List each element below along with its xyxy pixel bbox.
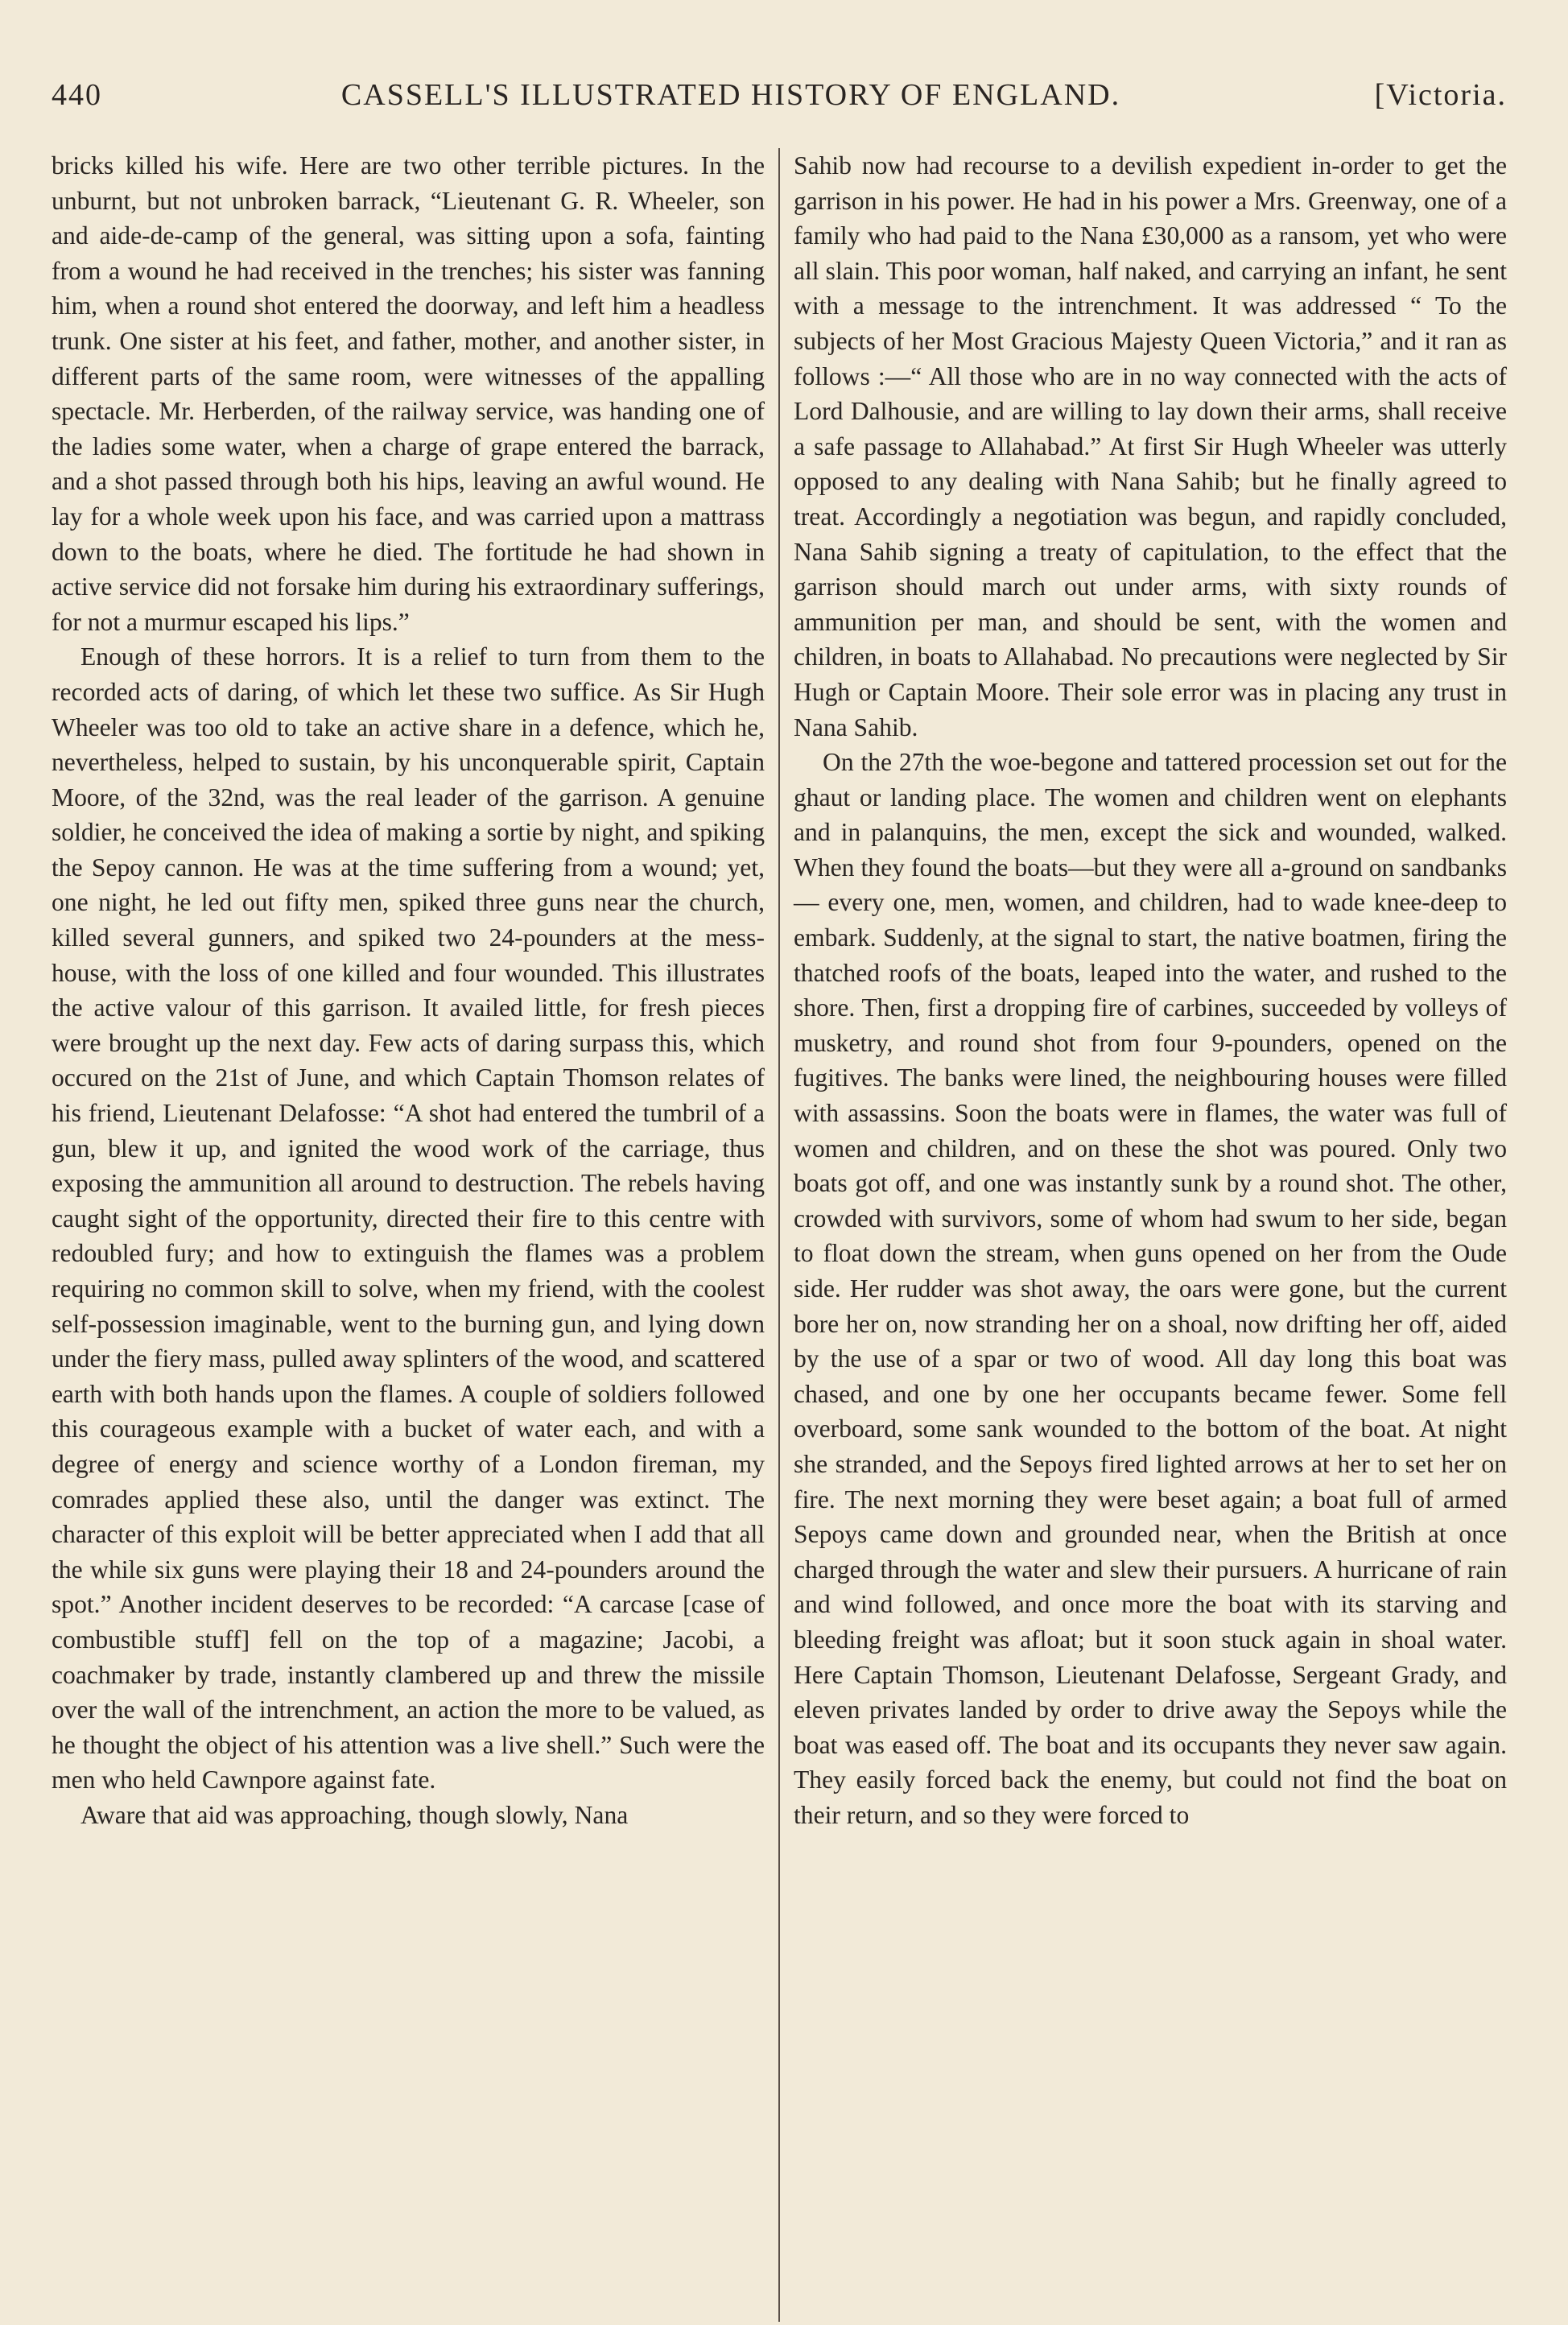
- section-label: [Victoria.: [1374, 78, 1507, 112]
- column-divider: [778, 148, 780, 2322]
- paragraph: Aware that aid was approaching, though slowly, Nana: [80, 1800, 629, 1829]
- paragraph: Enough of these horrors. It is a relief to turn from them to the recorded acts of daring, of which let these two suffice. As Sir Hugh Wheeler was too old to take an active share in a defence, which he, nevertheless, helped to sustain, by his unconquerable spirit, Captain Moore, of the 32nd, was the real leader of the garrison. A genuine soldier, he conceived the idea of making a sortie by night, and spiking the Sepoy cannon. He was at the time suffering from a wound; yet, one night, he led out fifty men, spiked three guns near the church, killed several gunners, and spiked two 24-pounders at the mess-house, with the loss of one killed and four wounded. This illustrates the active valour of this garrison. It availed little, for fresh pieces were brought up the next day. Few acts of daring surpass this, which occured on the 21st of June, and which Captain Thomson relates of his friend, Lieutenant Delafosse: “A shot had entered the tumbril of a gun, blew it up, and ignited the wood work of the carriage, thus exposing the ammunition all around to destruction. The rebels having caught sight of the opportunity, directed their fire to this centre with redoubled fury; and how to extinguish the flames was a problem requiring no common skill to solve, when my friend, with the coolest self-possession imaginable, went to the burning gun, and lying down under the fiery mass, pulled away splinters of the wood, and scattered earth with both hands upon the flames. A couple of soldiers followed this courageous example with a bucket of water each, and with a degree of energy and science worthy of a London fireman, my comrades applied these also, until the danger was extinct. The character of this exploit will be better appreciated when I add that all the while six guns were playing their 18 and 24-pounders around the spot.” Another incident deserves to be recorded: “A carcase [case of combustible stuff] fell on the top of a magazine; Jacobi, a coachmaker by trade, instantly clambered up and threw the missile over the wall of the intrenchment, an action the more to be valued, as he thought the object of his attention was a live shell.” Such were the men who held Cawnpore against fate.: [52, 642, 765, 1794]
- paragraph: On the 27th the woe-begone and tattered procession set out for the ghaut or landing place. The women and children went on elephants and in palanquins, the men, except the sick and wounded, walked. When they found the boats—but they were all a-ground on sandbanks — every one, men, women, and children, had to wade knee-deep to embark. Suddenly, at the signal to start, the native boatmen, firing the thatched roofs of the boats, leaped into the water, and rushed to the shore. Then, first a dropping fire of carbines, succeeded by volleys of musketry, and round shot from four 9-pounders, opened on the fugitives. The banks were lined, the neighbouring houses were filled with assassins. Soon the boats were in flames, the water was full of women and children, and on these the shot was poured. Only two boats got off, and one was instantly sunk by a round shot. The other, crowded with survivors, some of whom had swum to her side, began to float down the stream, when guns opened on her from the Oude side. Her rudder was shot away, the oars were gone, but the current bore her on, now stranding her on a shoal, now drifting her off, aided by the use of a spar or two of wood. All day long this boat was chased, and one by one her occupants became fewer. Some fell overboard, some sank wounded to the bottom of the boat. At night she stranded, and the Sepoys fired lighted arrows at her to set her on fire. The next morning they were beset again; a boat full of armed Sepoys came down and grounded near, when the British at once charged through the water and slew their pursuers. A hurricane of rain and wind followed, and once more the boat with its starving and bleeding freight was afloat; but it soon stuck again in shoal water. Here Captain Thomson, Lieutenant Delafosse, Sergeant Grady, and eleven privates landed by order to drive away the Sepoys while the boat was eased off. The boat and its occupants they never saw again. They easily forced back the enemy, but could not find the boat on their return, and so they were forced to: [794, 748, 1507, 1829]
- right-column: [794, 148, 1507, 2322]
- paragraph: Sahib now had recourse to a devilish expedient in-order to get the garrison in his power. He had in his power a Mrs. Greenway, one of a family who had paid to the Nana £30,000 as a ransom, yet who were all slain. This poor woman, half naked, and carrying an infant, he sent with a message to the intrenchment. It was addressed “ To the subjects of her Most Gracious Majesty Queen Victoria,” and it ran as follows :—“ All those who are in no way connected with the acts of Lord Dalhousie, and are willing to lay down their arms, shall receive a safe passage to Allahabad.” At first Sir Hugh Wheeler was utterly opposed to any dealing with Nana Sahib; but he finally agreed to treat. Accordingly a negotiation was begun, and rapidly concluded, Nana Sahib signing a treaty of capitulation, to the effect that the garrison should march out under arms, with sixty rounds of ammunition per man, and should be sent, with the women and children, in boats to Allahabad. No precautions were neglected by Sir Hugh or Captain Moore. Their sole error was in placing any trust in Nana Sahib.: [794, 151, 1507, 741]
- text-columns: [52, 148, 1507, 2322]
- running-title: CASSELL'S ILLUSTRATED HISTORY OF ENGLAND.: [340, 78, 1121, 112]
- paragraph: bricks killed his wife. Here are two other terrible pictures. In the unburnt, but not unbroken barrack, “Lieutenant G. R. Wheeler, son and aide-de-camp of the general, was sitting upon a sofa, fainting from a wound he had received in the trenches; his sister was fanning him, when a round shot entered the doorway, and left him a headless trunk. One sister at his feet, and father, mother, and another sister, in different parts of the same room, were witnesses of the appalling spectacle. Mr. Herberden, of the railway service, was handing one of the ladies some water, when a charge of grape entered the barrack, and a shot passed through both his hips, leaving an awful wound. He lay for a whole week upon his face, and was carried upon a mattrass down to the boats, where he died. The fortitude he had shown in active service did not forsake him during his extraordinary sufferings, for not a murmur escaped his lips.”: [52, 151, 765, 636]
- left-column: [52, 148, 765, 2322]
- running-head: [52, 77, 1507, 134]
- page-number: 440: [52, 78, 102, 112]
